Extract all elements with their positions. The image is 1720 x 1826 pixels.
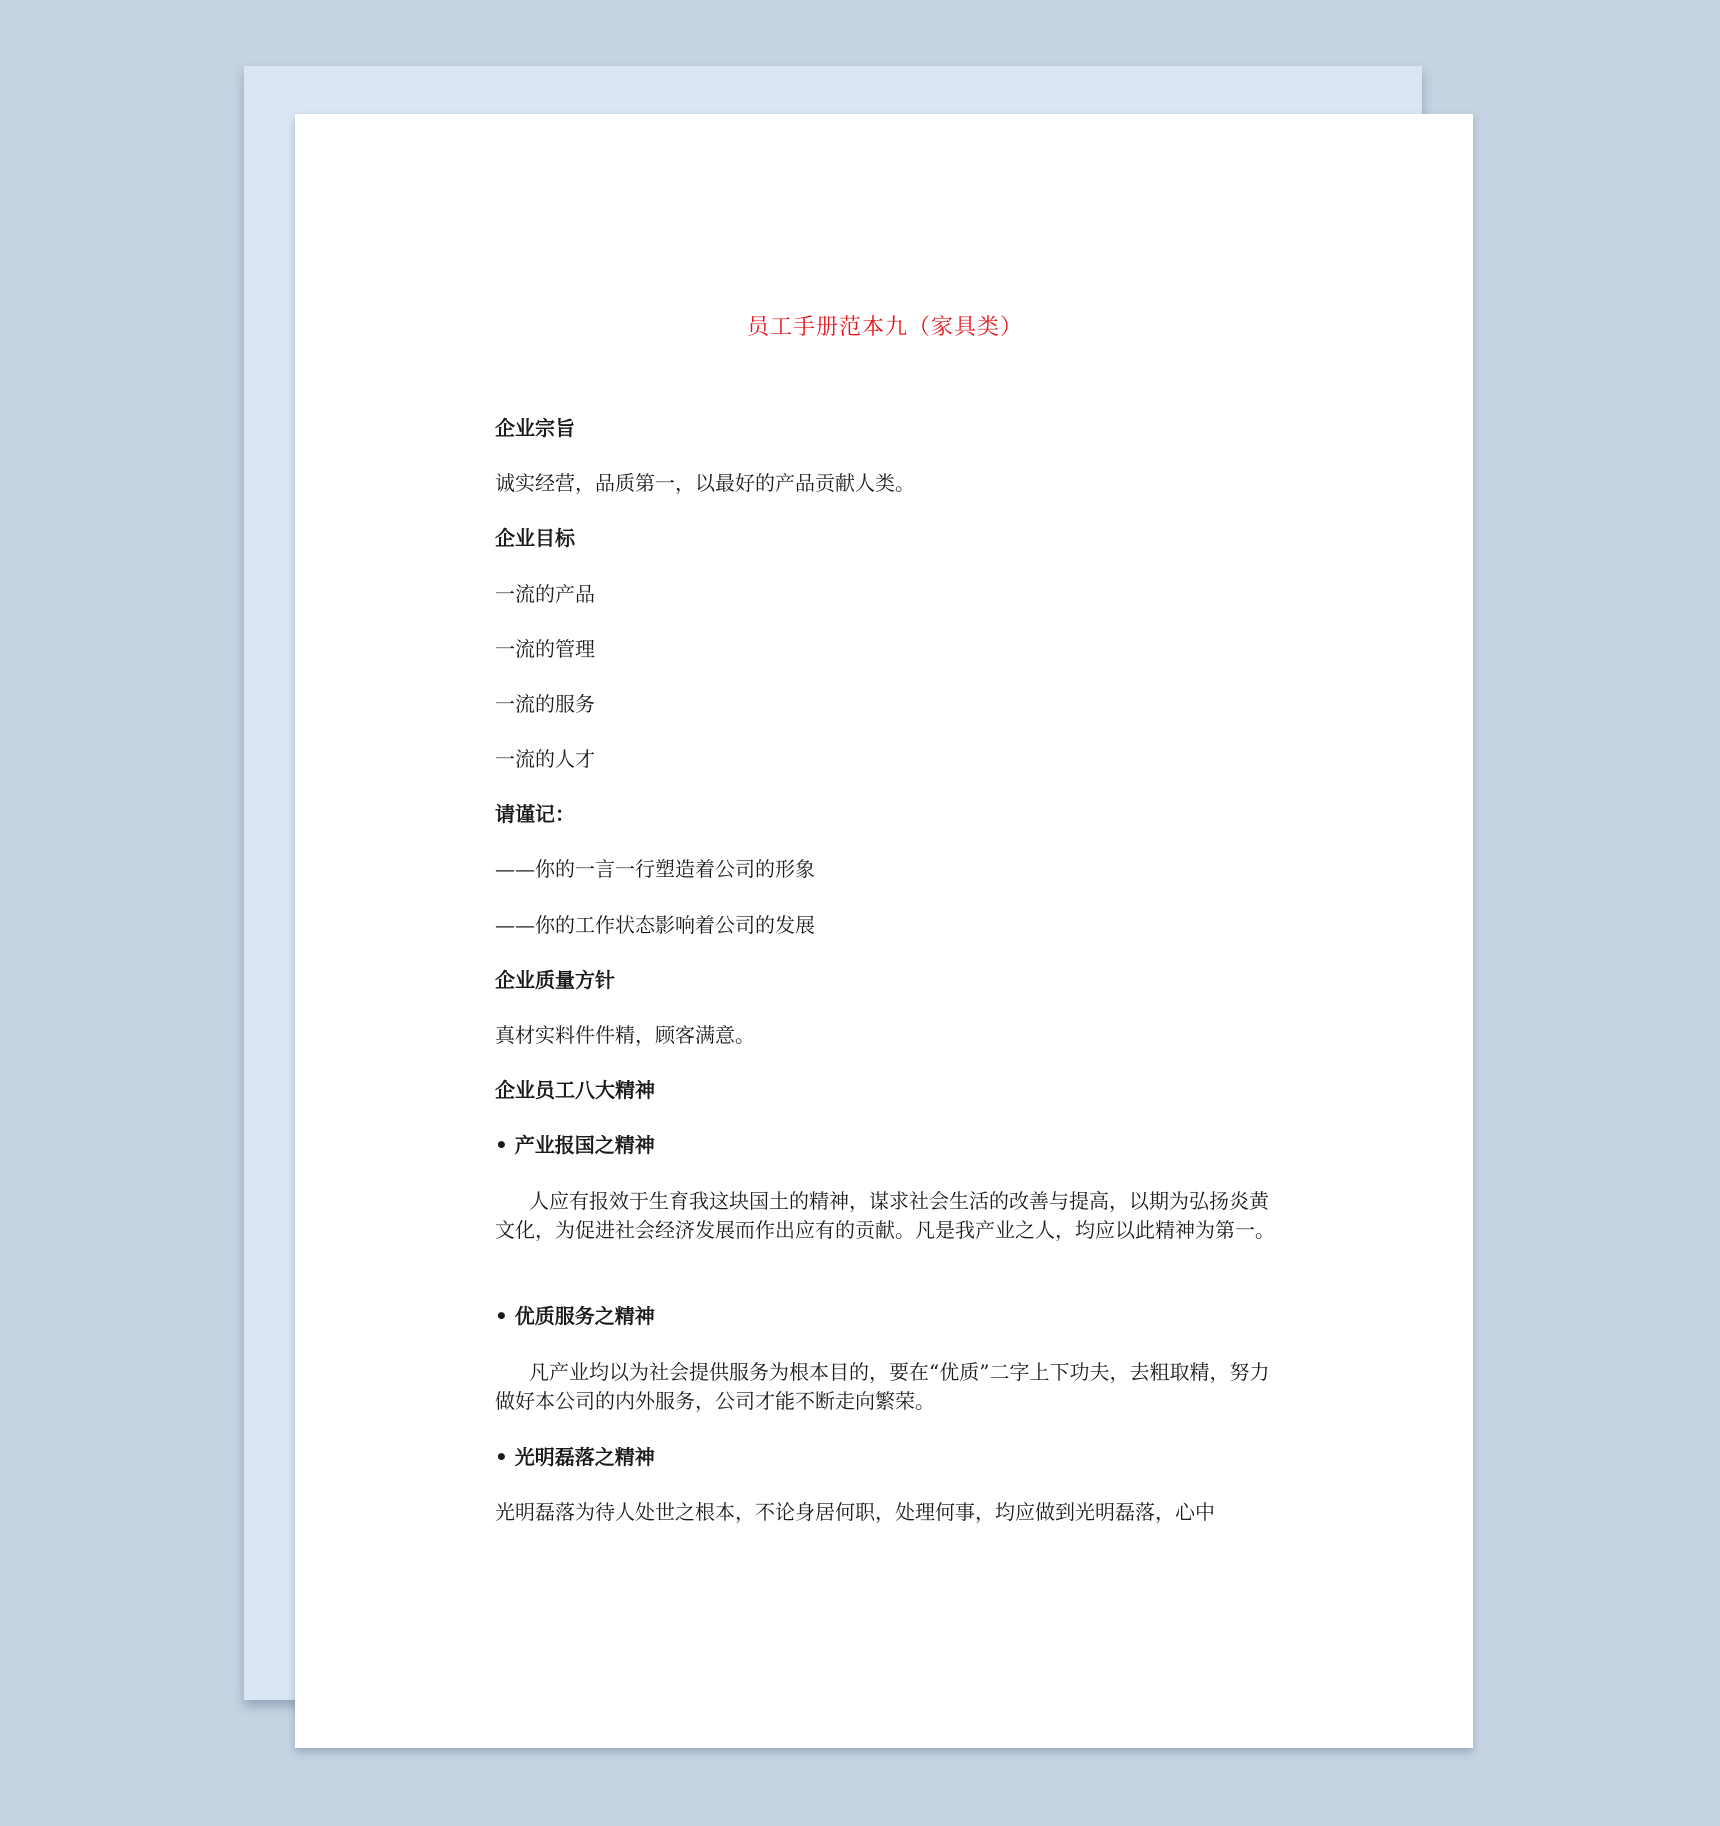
remember-item: ——你的一言一行塑造着公司的形象: [495, 857, 815, 881]
goal-item: 一流的管理: [495, 637, 595, 661]
spirit-text: 人应有报效于生育我这块国土的精神，谋求社会生活的改善与提高，以期为弘扬炎黄文化，为促进社会经济发展而作出应有的贡献。凡是我产业之人，均应以此精神为第一。: [495, 1189, 1275, 1242]
quality-policy-text: 真材实料件件精，顾客满意。: [495, 1023, 755, 1047]
spirit-text: 光明磊落为待人处世之根本，不论身居何职，处理何事，均应做到光明磊落，心中: [495, 1500, 1215, 1524]
spirit-text: 凡产业均以为社会提供服务为根本目的，要在“优质”二字上下功夫，去粗取精，努力做好本公司的内外服务，公司才能不断走向繁荣。: [495, 1360, 1270, 1413]
heading-remember: 请谨记：: [495, 802, 575, 826]
spirit-heading: • 光明磊落之精神: [495, 1445, 655, 1469]
heading-quality-policy: 企业质量方针: [495, 968, 615, 992]
goal-item: 一流的服务: [495, 692, 595, 716]
heading-mission: 企业宗旨: [495, 416, 575, 440]
heading-goals: 企业目标: [495, 526, 575, 550]
remember-item: ——你的工作状态影响着公司的发展: [495, 913, 815, 937]
heading-eight-spirits: 企业员工八大精神: [495, 1078, 655, 1102]
mission-text: 诚实经营，品质第一，以最好的产品贡献人类。: [495, 471, 915, 495]
spirit-heading: • 产业报国之精神: [495, 1133, 655, 1157]
spirit-heading: • 优质服务之精神: [495, 1304, 655, 1328]
document-page: [295, 114, 1473, 1748]
document-title: 员工手册范本九（家具类）: [746, 315, 1023, 340]
goal-item: 一流的产品: [495, 582, 595, 606]
goal-item: 一流的人才: [495, 747, 595, 771]
